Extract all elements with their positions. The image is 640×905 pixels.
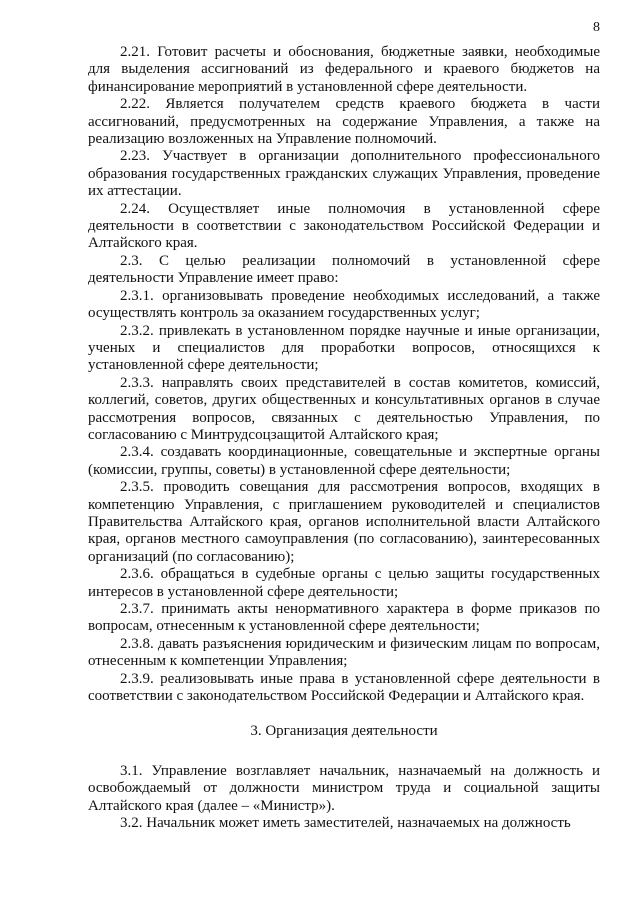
paragraph-2-3-1: 2.3.1. организовывать проведение необходимых исследований, а также осуществлять контроль за оказанием государственных услуг;: [88, 287, 600, 322]
section-3-heading: 3. Организация деятельности: [250, 723, 438, 740]
paragraph-2-3-6: 2.3.6. обращаться в судебные органы с целью защиты государственных интересов в установленной сфере деятельности;: [88, 566, 600, 600]
paragraph-2-3-7: 2.3.7. принимать акты ненормативного характера в форме приказов по вопросам, отнесенным к установленной сфере деятельности;: [88, 601, 600, 635]
document-body: [88, 44, 600, 832]
paragraph-2-3-9: 2.3.9. реализовывать иные права в установленной сфере деятельности в соответствии с законодательством Российской Федерации и Алтайского края.: [88, 670, 600, 705]
paragraph-3-1: 3.1. Управление возглавляет начальник, назначаемый на должность и освобождаемый от должности министром труда и социальной защиты Алтайского края (далее – «Министр»).: [88, 762, 600, 814]
paragraph-2-3-2: 2.3.2. привлекать в установленном порядке научные и иные организации, ученых и специалистов для проработки вопросов, относящихся к установленной сфере деятельности;: [88, 322, 600, 374]
paragraph-2-24: 2.24. Осуществляет иные полномочия в установленной сфере деятельности в соответствии с законодательством Российской Федерации и Алтайского края.: [88, 200, 600, 252]
paragraph-2-22: 2.22. Является получателем средств краевого бюджета в части ассигнований, предусмотренных на содержание Управления, а также на реализацию возложенных на Управление полномочий.: [88, 96, 600, 148]
paragraph-2-3-5: 2.3.5. проводить совещания для рассмотрения вопросов, входящих в компетенцию Управления, с приглашением руководителей и специалистов Правительства Алтайского края, органов исполнительной власти Алтайского края, органов местного самоуправления (по согласованию), заинтересованных организаций (по согласованию);: [88, 479, 600, 565]
paragraph-2-3: 2.3. С целью реализации полномочий в установленной сфере деятельности Управление имеет право:: [88, 252, 600, 287]
paragraph-2-21: 2.21. Готовит расчеты и обоснования, бюджетные заявки, необходимые для выделения ассигнований из федерального и краевого бюджетов на финансирование мероприятий в установленной сфере деятельности.: [88, 44, 600, 95]
paragraph-3-2: 3.2. Начальник может иметь заместителей, назначаемых на должность: [120, 815, 571, 832]
paragraph-2-23: 2.23. Участвует в организации дополнительного профессионального образования государственных гражданских служащих Управления, проведение их аттестации.: [88, 148, 600, 200]
paragraph-2-3-4: 2.3.4. создавать координационные, совещательные и экспертные органы (комиссии, группы, советы) в установленной сфере деятельности;: [88, 444, 600, 478]
page-number: 8: [593, 20, 600, 35]
paragraph-2-3-3: 2.3.3. направлять своих представителей в состав комитетов, комиссий, коллегий, советов, других общественных и консультативных органов в случае рассмотрения вопросов, связанных с деятельностью Управления, по согласованию с Минтрудсоцзащитой Алтайского края;: [88, 374, 600, 443]
paragraph-2-3-8: 2.3.8. давать разъяснения юридическим и физическим лицам по вопросам, отнесенным к компетенции Управления;: [88, 635, 600, 670]
